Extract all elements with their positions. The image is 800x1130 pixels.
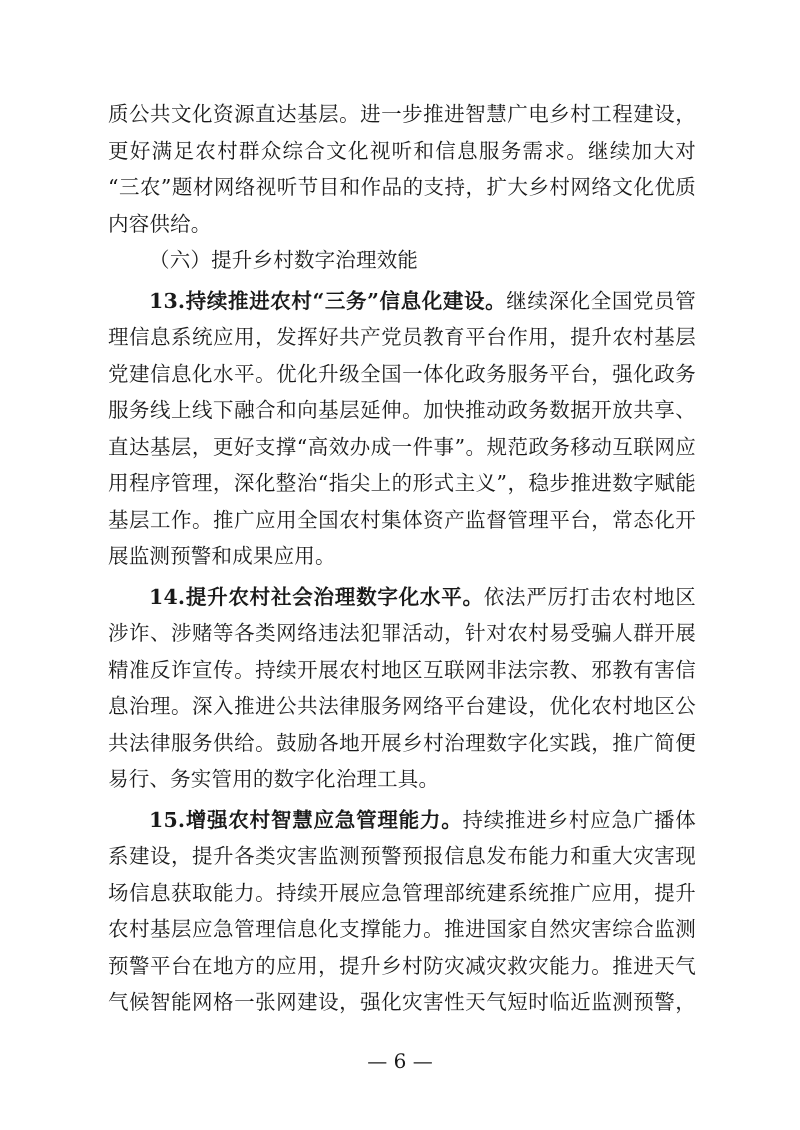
- paragraph-title: 13.持续推进农村“三务”信息化建设。: [149, 288, 507, 313]
- text-line: 农村基层应急管理信息化支撑能力。推进国家自然灾害综合监测: [108, 917, 696, 941]
- text-line: 理信息系统应用，发挥好共产党员教育平台作用，提升农村基层: [108, 325, 696, 349]
- text-line: 共法律服务供给。鼓励各地开展乡村治理数字化实践，推广简便: [108, 730, 696, 755]
- text-line: 基层工作。推广应用全国农村集体资产监督管理平台，常态化开: [108, 507, 696, 532]
- paragraph-first-line: [108, 802, 696, 839]
- text-line: 息治理。深入推进公共法律服务网络平台建设，优化农村地区公: [108, 694, 696, 718]
- document-body: [108, 96, 696, 1021]
- paragraph-15: [108, 802, 696, 1021]
- paragraph-first-line: [108, 579, 696, 616]
- paragraph-culture-continuation: [108, 96, 696, 242]
- text-line: 系建设，提升各类灾害监测预警预报信息发布能力和重大灾害现: [108, 844, 696, 868]
- paragraph-first-rest: 持续推进乡村应急广播体: [462, 807, 697, 832]
- section-heading: （六）提升乡村数字治理效能: [149, 248, 419, 272]
- paragraph-title: 15.增强农村智慧应急管理能力。: [149, 807, 463, 832]
- text-line: “三农”题材网络视听节目和作品的支持，扩大乡村网络文化优质: [108, 175, 696, 199]
- text-line: 预警平台在地方的应用，提升乡村防灾减灾救灾能力。推进天气: [108, 953, 696, 978]
- text-line: 质公共文化资源直达基层。进一步推进智慧广电乡村工程建设，: [108, 102, 696, 126]
- paragraph-13: [108, 283, 696, 575]
- text-line: 内容供给。: [108, 211, 212, 236]
- text-line: 精准反诈宣传。持续开展农村地区互联网非法宗教、邪教有害信: [108, 657, 696, 682]
- text-line: 党建信息化水平。优化升级全国一体化政务服务平台，强化政务: [108, 361, 696, 386]
- text-line: 直达基层，更好支撑“高效办成一件事”。规范政务移动互联网应: [108, 434, 696, 459]
- page-number: — 6 —: [367, 1049, 433, 1073]
- text-line: 更好满足农村群众综合文化视听和信息服务需求。继续加大对: [108, 138, 696, 163]
- paragraph-title: 14.提升农村社会治理数字化水平。: [149, 584, 484, 609]
- paragraph-14: [108, 579, 696, 798]
- text-line: 服务线上线下融合和向基层延伸。加快推动政务数据开放共享、: [108, 398, 696, 422]
- paragraph-first-rest: 依法严厉打击农村地区: [483, 584, 696, 609]
- text-line: 用程序管理，深化整治“指尖上的形式主义”，稳步推进数字赋能: [108, 471, 696, 495]
- paragraph-first-line: [108, 283, 696, 320]
- text-line: 展监测预警和成果应用。: [108, 544, 336, 568]
- text-line: 场信息获取能力。持续开展应急管理部统建系统推广应用，提升: [108, 880, 696, 905]
- text-line: 涉诈、涉赌等各类网络违法犯罪活动，针对农村易受骗人群开展: [108, 621, 696, 645]
- text-line: 易行、务实管用的数字化治理工具。: [108, 767, 440, 791]
- text-line: 气候智能网格一张网建设，强化灾害性天气短时临近监测预警，: [108, 990, 696, 1014]
- paragraph-first-rest: 继续深化全国党员管: [506, 288, 697, 313]
